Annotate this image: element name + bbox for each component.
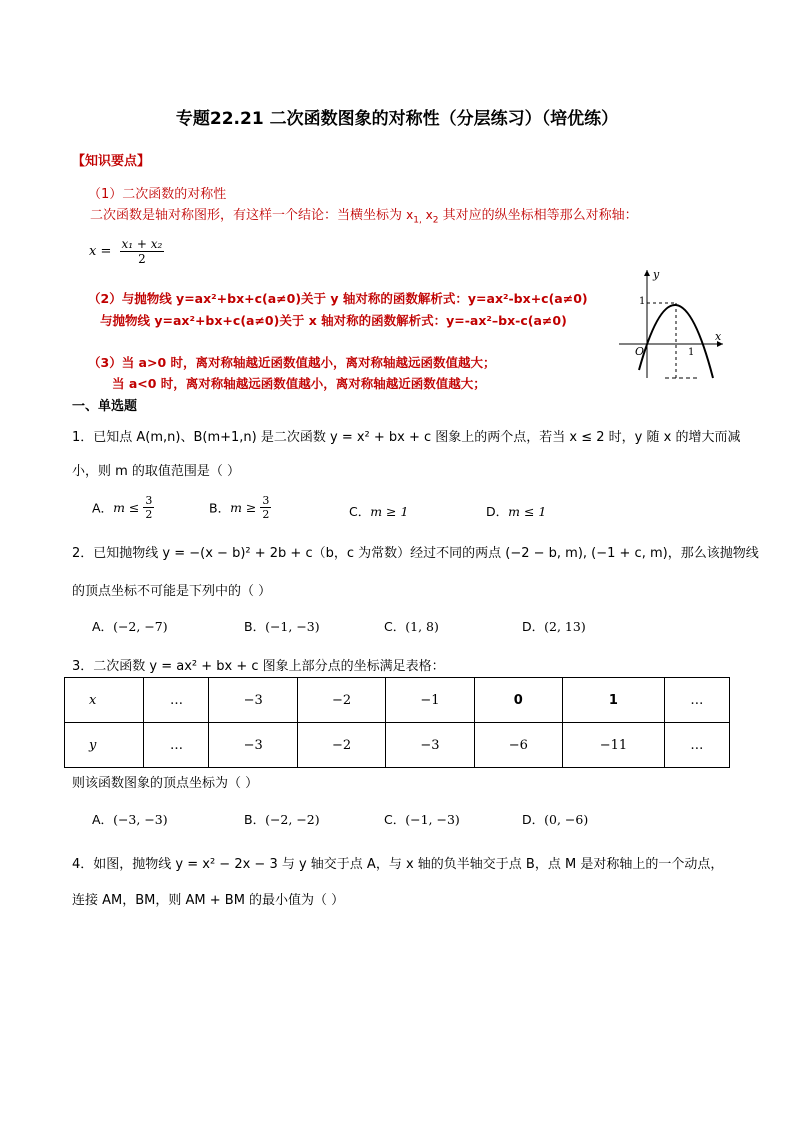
knowledge-header: 【知识要点】 [72,154,151,169]
q2-line-1: 2．已知抛物线 y = −(x − b)² + 2b + c（b，c 为常数）经过不同的两点 (−2 − b, m), (−1 + c, m)，那么该抛物线 [72,546,759,561]
table-cell: −2 [297,723,385,768]
q2-option-c[interactable]: C．(1, 8) [384,619,439,634]
graph-y-label: y [653,268,660,281]
q1-option-a[interactable]: A．m ≤ $\frac{3}{2}$ [92,494,153,521]
graph-tick-x: 1 [688,347,695,358]
q2-option-d[interactable]: D．(2, 13) [522,619,586,634]
q1-option-c[interactable]: C．m ≥ 1 [349,504,409,519]
y-axis-arrow [644,270,650,276]
formula-lhs: x = [89,244,112,259]
graph-tick-y: 1 [639,296,646,307]
symmetry-axis-formula [89,237,164,266]
p1-text-b: 其对应的纵坐标相等那么对称轴： [438,208,638,223]
formula-fraction [120,237,165,266]
q2-option-b[interactable]: B．(−1, −3) [244,619,320,634]
graph-x-label: x [715,330,722,343]
knowledge-point-2-line-2: 与抛物线 y=ax²+bx+c(a≠0)关于 x 轴对称的函数解析式：y=-ax²–bx-c(a≠0) [100,313,567,328]
q3-value-table [64,677,730,768]
table-cell: −11 [562,723,664,768]
table-row-y [65,723,730,768]
table-cell: −3 [209,678,297,723]
q1-option-d[interactable]: D．m ≤ 1 [486,504,547,519]
section-heading: 一、单选题 [72,399,138,414]
q3-line-2: 则该函数图象的顶点坐标为（ ） [72,776,259,791]
formula-numerator: x₁ + x₂ [121,237,163,251]
q2-option-a[interactable]: A．(−2, −7) [92,619,168,634]
knowledge-point-3-line-1: （3）当 a>0 时，离对称轴越近函数值越小，离对称轴越远函数值越大； [88,355,496,370]
table-cell: … [144,723,209,768]
table-cell: 0 [474,678,562,723]
table-cell: … [664,723,729,768]
q1-option-b[interactable]: B．m ≥ $\frac{3}{2}$ [209,494,270,521]
knowledge-point-1-text [90,204,638,225]
knowledge-point-1-title: （1）二次函数的对称性 [88,187,227,202]
q3-option-a[interactable]: A．(−3, −3) [92,812,168,827]
table-cell: −1 [386,678,474,723]
page-title: 专题22.21 二次函数图象的对称性（分层练习）（培优练） [175,109,619,129]
q4-line-2: 连接 AM，BM，则 AM + BM 的最小值为（ ） [72,893,345,908]
table-cell: x [65,678,144,723]
parabola-graph [617,266,727,382]
q1-option-b-fraction: $\frac{3}{2}$ [262,494,270,521]
table-cell: y [65,723,144,768]
graph-origin-label: O [635,345,645,358]
q4-line-1: 4．如图，抛物线 y = x² − 2x − 3 与 y 轴交于点 A，与 x 轴的负半轴交于点 B，点 M 是对称轴上的一个动点， [72,857,724,872]
q3-option-d[interactable]: D．(0, −6) [522,812,589,827]
q1-line-2: 小，则 m 的取值范围是（ ） [72,464,241,479]
q1-option-a-fraction: $\frac{3}{2}$ [145,494,153,521]
table-cell: −2 [297,678,385,723]
table-cell: 1 [562,678,664,723]
table-row-x [65,678,730,723]
table-cell: … [664,678,729,723]
q3-line-1: 3．二次函数 y = ax² + bx + c 图象上部分点的坐标满足表格： [72,659,445,674]
q3-option-b[interactable]: B．(−2, −2) [244,812,320,827]
knowledge-point-3-line-2: 当 a<0 时，离对称轴越远函数值越小，离对称轴越近函数值越大； [112,376,486,391]
table-cell: … [144,678,209,723]
p1-vars: $x_{1,}$ $x_2$ [406,208,439,226]
q2-line-2: 的顶点坐标不可能是下列中的（ ） [72,584,272,599]
q1-line-1: 1．已知点 A(m,n)、B(m+1,n) 是二次函数 y = x² + bx + c 图象上的两个点，若当 x ≤ 2 时，y 随 x 的增大而减 [72,430,741,445]
q3-option-c[interactable]: C．(−1, −3) [384,812,460,827]
table-cell: −3 [386,723,474,768]
p1-text-a: 二次函数是轴对称图形，有这样一个结论：当横坐标为 [90,208,407,223]
knowledge-point-2-line-1: （2）与抛物线 y=ax²+bx+c(a≠0)关于 y 轴对称的函数解析式：y=ax²-bx+c(a≠0) [88,291,588,306]
formula-denominator: 2 [138,252,146,266]
table-cell: −3 [209,723,297,768]
table-cell: −6 [474,723,562,768]
